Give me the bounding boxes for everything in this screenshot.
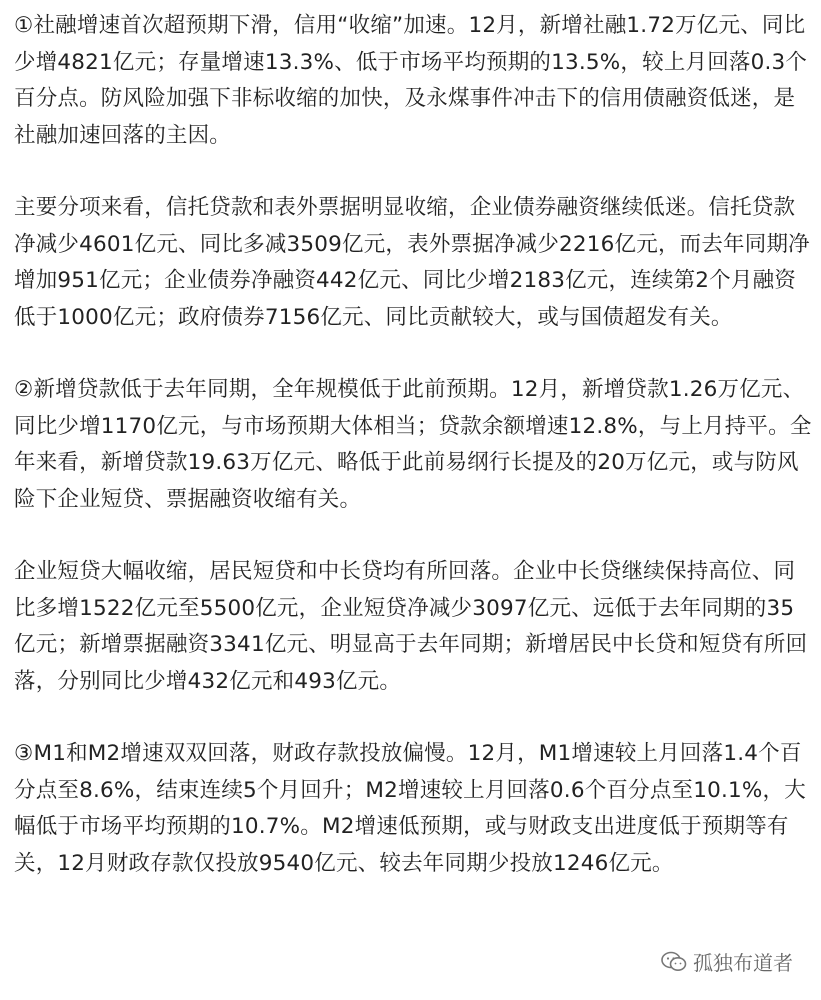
account-watermark (657, 945, 797, 978)
article-body (14, 0, 814, 882)
account-name: 孤独布道者 (693, 951, 793, 975)
paragraph-2: 主要分项来看，信托贷款和表外票据明显收缩，企业债券融资继续低迷。信托贷款净减少4601亿元、同比多减3509亿元，表外票据净减少2216亿元，而去年同期净增加951亿元；企业债券净融资442亿元、同比少增2183亿元，连续第2个月融资低于1000亿元；政府债券7156亿元、同比贡献较大，或与国债超发有关。 (14, 195, 810, 330)
paragraph-4: 企业短贷大幅收缩，居民短贷和中长贷均有所回落。企业中长贷继续保持高位、同比多增1522亿元至5500亿元，企业短贷净减少3097亿元、远低于去年同期的35亿元；新增票据融资3341亿元、明显高于去年同期；新增居民中长贷和短贷有所回落，分别同比少增432亿元和493亿元。 (14, 559, 808, 694)
paragraph-3: ②新增贷款低于去年同期，全年规模低于此前预期。12月，新增贷款1.26万亿元、同比少增1170亿元，与市场预期大体相当；贷款余额增速12.8%，与上月持平。全年来看，新增贷款19.63万亿元、略低于此前易纲行长提及的20万亿元，或与防风险下企业短贷、票据融资收缩有关。 (14, 377, 812, 512)
paragraph-1: ①社融增速首次超预期下滑，信用“收缩”加速。12月，新增社融1.72万亿元、同比少增4821亿元；存量增速13.3%、低于市场平均预期的13.5%，较上月回落0.3个百分点。防风险加强下非标收缩的加快，及永煤事件冲击下的信用债融资低迷，是社融加速回落的主因。 (14, 13, 808, 148)
paragraph-5: ③M1和M2增速双双回落，财政存款投放偏慢。12月，M1增速较上月回落1.4个百分点至8.6%，结束连续5个月回升；M2增速较上月回落0.6个百分点至10.1%，大幅低于市场平均预期的10.7%。M2增速低预期，或与财政支出进度低于预期等有关，12月财政存款仅投放9540亿元、较去年同期少投放1246亿元。 (14, 741, 806, 876)
wechat-icon (661, 951, 687, 973)
